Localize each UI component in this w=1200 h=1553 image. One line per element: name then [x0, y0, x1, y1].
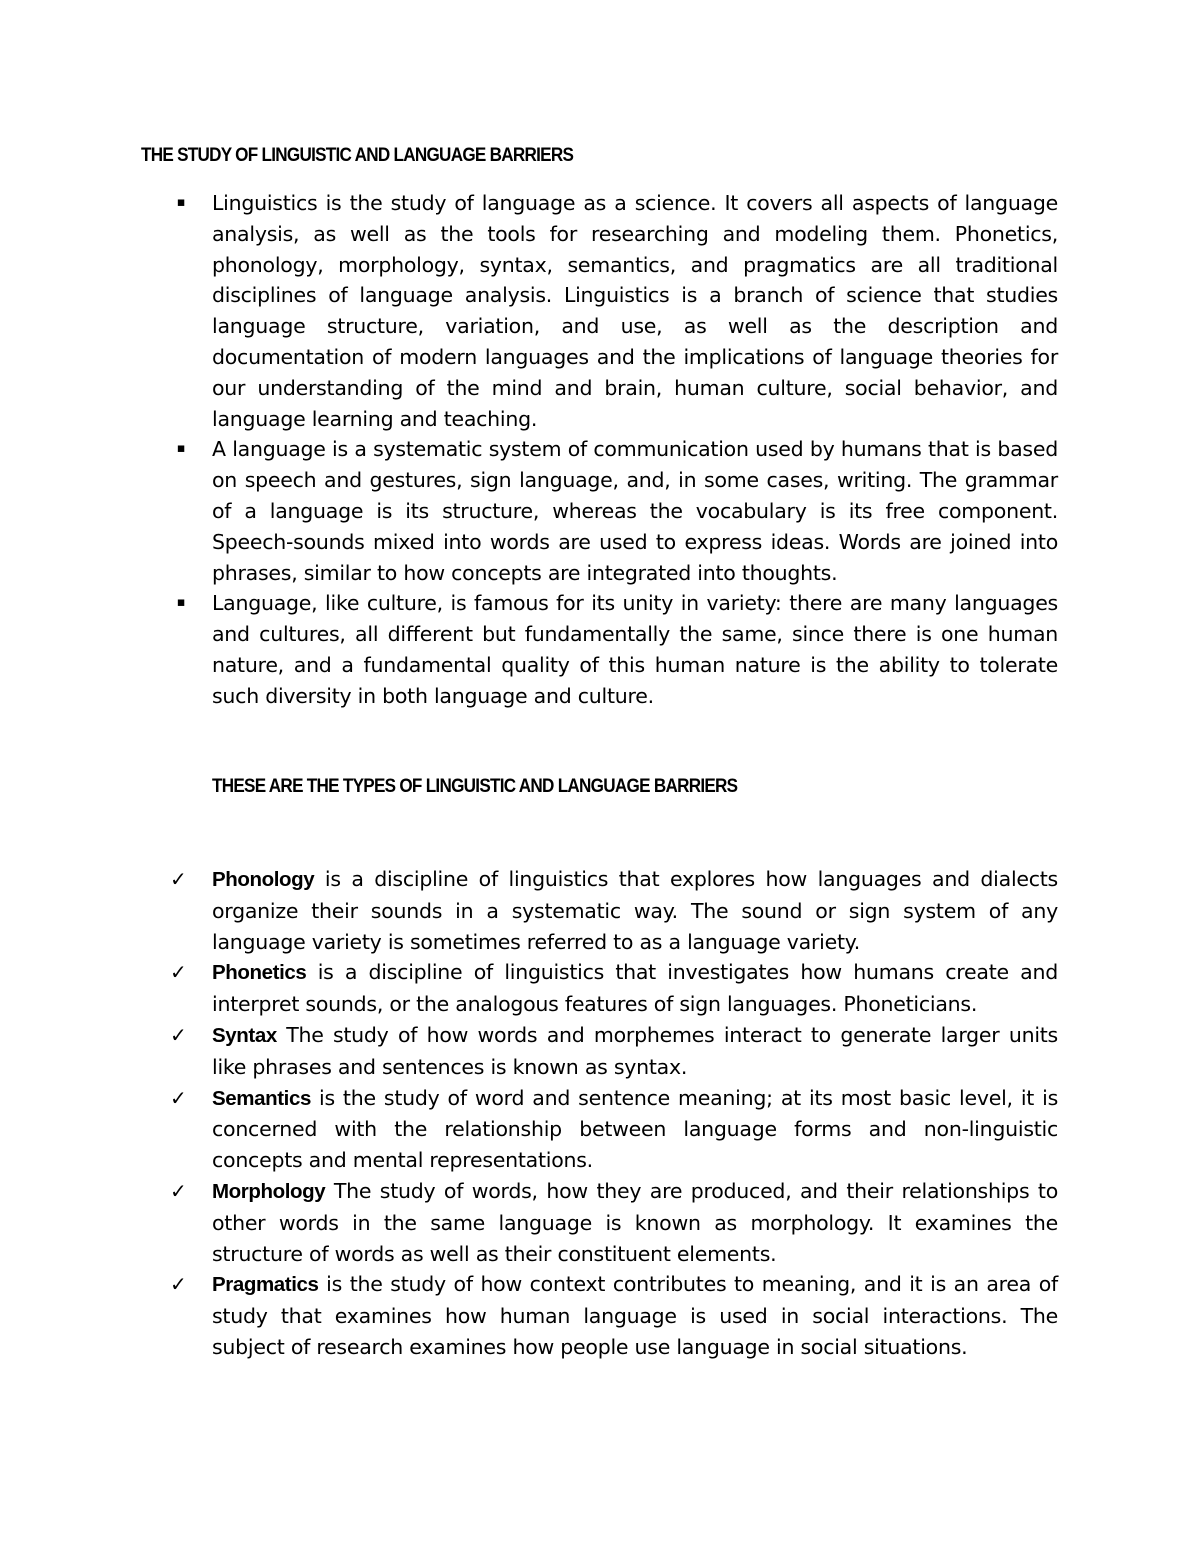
term-label: Syntax	[212, 1023, 277, 1047]
list-item	[170, 588, 1058, 711]
square-bullet-icon: ▪	[176, 595, 186, 611]
list-item	[170, 1020, 1058, 1083]
term-definition: is a discipline of linguistics that explores how languages and dialects organize their sounds in a systematic way. The sound or sign system of any language variety is sometimes referred to as a language variety.	[212, 867, 1058, 954]
list-item	[170, 864, 1058, 957]
square-bullet-icon: ▪	[176, 441, 186, 457]
section-1-title: THE STUDY OF LINGUISTIC AND LANGUAGE BARRIERS	[141, 145, 574, 166]
checkmark-icon: ✓	[170, 1085, 187, 1110]
section-2-title: THESE ARE THE TYPES OF LINGUISTIC AND LANGUAGE BARRIERS	[212, 776, 738, 797]
term-label: Semantics	[212, 1086, 311, 1110]
term-definition: The study of how words and morphemes interact to generate larger units like phrases and sentences is known as syntax.	[212, 1022, 1058, 1079]
square-bullet-icon: ▪	[176, 195, 186, 210]
list-item	[170, 1269, 1058, 1362]
list-item	[170, 188, 1058, 434]
checkmark-icon: ✓	[170, 1272, 187, 1297]
term-definition: is the study of word and sentence meaning; at its most basic level, it is concerned with the relationship between language forms and non-linguistic concepts and mental representations.	[212, 1085, 1058, 1173]
checkmark-icon: ✓	[170, 1022, 187, 1047]
checkmark-icon: ✓	[170, 960, 187, 985]
section-2-check-list	[170, 864, 1058, 1363]
list-item	[170, 1176, 1058, 1269]
term-label: Morphology	[212, 1179, 326, 1203]
list-item-text: Linguistics is the study of language as a science. It covers all aspects of language analysis, as well as the tools for researching and modeling them. Phonetics, phonology, morphology, syntax, semantics, and pragmatics are all traditional disciplines of language analysis. Linguistics is a branch of science that studies language structure, variation, and use, as well as the description and documentation of modern languages and the implications of language theories for our understanding of the mind and brain, human culture, social behavior, and language learning and teaching.	[212, 191, 1058, 431]
term-definition: is a discipline of linguistics that investigates how humans create and interpret sounds, or the analogous features of sign languages. Phoneticians.	[212, 960, 1058, 1017]
list-item	[170, 434, 1058, 588]
term-definition: is the study of how context contributes to meaning, and it is an area of study that examines how human language is used in social interactions. The subject of research examines how people use language in social situations.	[212, 1272, 1058, 1359]
term-label: Pragmatics	[212, 1273, 319, 1297]
term-label: Phonetics	[212, 961, 307, 985]
term-definition: The study of words, how they are produced, and their relationships to other words in the same language is known as morphology. It examines the structure of words as well as their constituent elements.	[212, 1178, 1058, 1266]
checkmark-icon: ✓	[170, 867, 187, 891]
list-item-text: A language is a systematic system of communication used by humans that is based on speech and gestures, sign language, and, in some cases, writing. The grammar of a language is its structure, whereas the vocabulary is its free component. Speech-sounds mixed into words are used to express ideas. Words are joined into phrases, similar to how concepts are integrated into thoughts.	[212, 437, 1058, 585]
checkmark-icon: ✓	[170, 1178, 187, 1203]
term-label: Phonology	[212, 868, 315, 891]
list-item	[170, 957, 1058, 1020]
section-1-bullet-list	[170, 188, 1058, 712]
list-item-text: Language, like culture, is famous for its unity in variety: there are many languages and cultures, all different but fundamentally the same, since there is one human nature, and a fundamental quality of this human nature is the ability to tolerate such diversity in both language and culture.	[212, 591, 1058, 708]
list-item	[170, 1083, 1058, 1176]
